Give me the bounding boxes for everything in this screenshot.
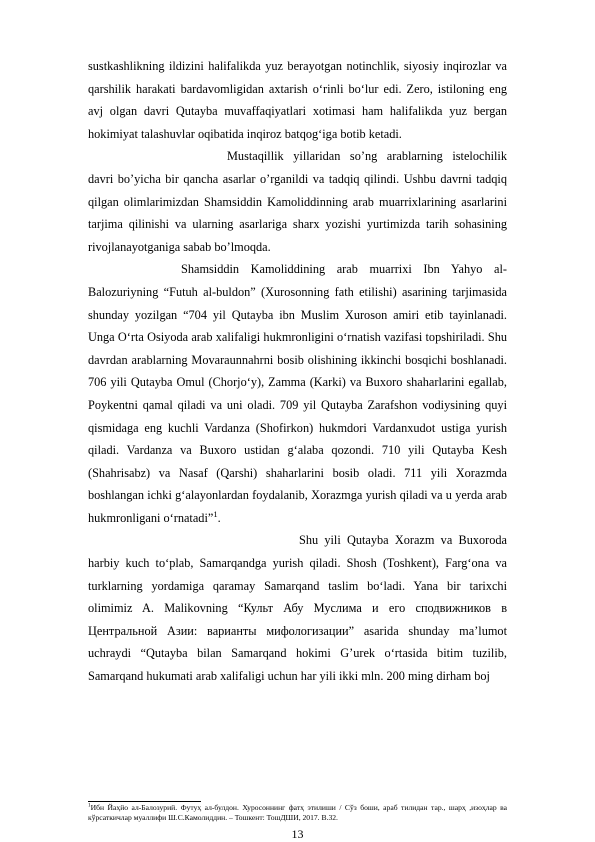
paragraph-3	[88, 258, 507, 529]
footnote-marker: 1	[88, 802, 91, 809]
paragraph-3-trailing: .	[217, 510, 221, 525]
footnote-reference[interactable]: 1	[213, 508, 218, 519]
page-number: 13	[291, 827, 304, 841]
footnote	[88, 803, 507, 824]
paragraph-1: sustkashlikning ildizini halifalikda yuz berayotgan notinchlik, siyosiy inqirozlar va qarshilik harakati bardavomligidan axtarish o‘rinli bo‘lur edi. Zero, istiloning eng avj olgan davri Qutayba muvaffaqiyatlari xotimasi ham halifalikda yuz bergan hokimiyat talashuvlar oqibatida inqiroz batqog‘iga botib ketadi.	[88, 59, 507, 141]
footnote-text: Ибн Йаҳйо ал-Балозурий. Футуҳ ал-булдон. Хуросоннинг фатҳ этилиши / Сўз боши, араб тилидан тар., шарҳ ,изоҳлар ва кўрсаткичлар муаллифи Ш.С.Камолиддин. – Тошкент: ТошДШИ, 2017. B.32.	[88, 803, 507, 823]
footnote-separator	[88, 801, 201, 802]
paragraph-2: Mustaqillik yillaridan so’ng arablarning istelochilik davri bo’yicha bir qancha asarlar o’rganildi va tadqiq qilindi. Ushbu davrni tadqiq qilgan olimlarimizdan Shamsiddin Kamoliddinning arab muarrixlarining asarlarini tarjima qilinishi va ularning asarlariga sharx yozishi yurtimizda tarih sohasining rivojlanayotganiga sabab bo’lmoqda.	[88, 149, 507, 254]
paragraph-4: Shu yili Qutayba Xorazm va Buxoroda harbiy kuch to‘plab, Samarqandga yurish qiladi. Shosh (Toshkent), Farg‘ona va turklarning yordamiga qaramay Samarqand taslim bo‘ladi. Yana bir tarixchi olimimiz A. Malikovning “Культ Абу Муслима и его сподвижников в Центральной Азии: варианты мифологизации” asarida shunday ma’lumot uchraydi “Qutayba bilan Samarqand hokimi G’urek o‘rtasida bitim tuzilib, Samarqand hukumati arab xalifaligi uchun har yili ikki mln. 200 ming dirham boj	[88, 533, 507, 684]
paragraph-3-text: Shamsiddin Kamoliddining arab muarrixi Ibn Yahyo al-Balozuriyning “Futuh al-buldon” (Xurosonning fath etilishi) asarining tarjimasida shunday yozilgan “704 yil Qutayba ibn Muslim Xuroson amiri etib tayinlanadi. Unga O‘rta Osiyoda arab xalifaligi hukmronligini o‘rnatish vazifasi topshiriladi. Shu davrdan arablarning Movaraunnahrni bosib olishining ikkinchi bosqichi boshlanadi. 706 yili Qutayba Omul (Chorjo‘y), Zamma (Karki) va Buxoro shaharlarini egallab, Poykentni qamal qiladi va uni oladi. 709 yil Qutayba Zarafshon vodiysining quyi qismidaga eng kuchli Vardanza (Shofirkon) hukmdori Vardanxudot ustiga yurish qiladi. Vardanza va Buxoro ustidan g‘alaba qozondi. 710 yili Qutayba Kesh (Shahrisabz) va Nasaf (Qarshi) shaharlarini bosib oladi. 711 yili Xorazmda boshlangan ichki g‘alayonlardan foydalanib, Xorazmga yurish qiladi va u yerda arab hukmronligani o‘rnatadi”	[88, 262, 507, 525]
footnote-text-block	[88, 803, 507, 824]
body-text	[88, 55, 507, 688]
